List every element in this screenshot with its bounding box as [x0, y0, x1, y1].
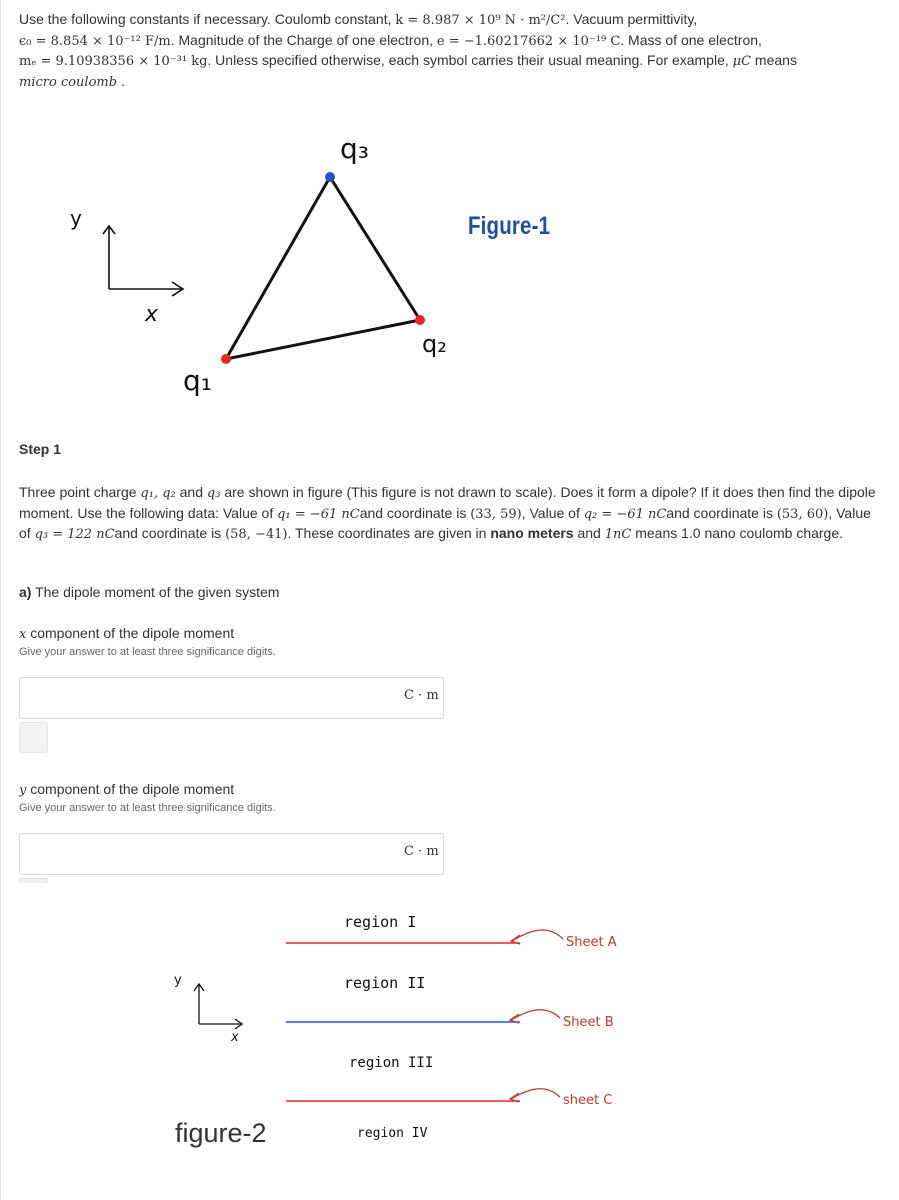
q2-value: q₂ = −61 nC [583, 506, 667, 522]
y-component-check-button[interactable] [19, 878, 48, 883]
y-variable: y [19, 783, 27, 798]
sheet-c-pointer-head [510, 1093, 519, 1102]
y-component-input[interactable] [19, 833, 444, 875]
problem-text: and coordinate is [666, 504, 777, 521]
intro-text-4: . Mass of one electron, [620, 31, 762, 48]
sheet-b-pointer-head [510, 1014, 519, 1023]
question-a-text: The dipole moment of the given system [31, 584, 280, 600]
micro-coulomb-text: micro coulomb [19, 74, 118, 90]
electron-mass-expr: mₑ = 9.10938356 × 10⁻³¹ kg [19, 54, 208, 69]
charge-q3-dot [325, 172, 335, 182]
sheet-c-pointer [511, 1089, 560, 1099]
problem-math: q₁, q₂ [140, 486, 176, 501]
sheet-a-pointer [512, 930, 563, 941]
x-component-input[interactable] [19, 677, 444, 719]
nanocoulomb-symbol: 1nC [604, 527, 632, 542]
step-label: Step 1 [19, 441, 62, 457]
microcoulomb-symbol: μC [732, 54, 752, 69]
problem-math: q₃ [206, 486, 221, 501]
sheet-a-pointer-head [511, 935, 520, 944]
problem-text: , Value of [521, 504, 584, 521]
problem-text: and coordinate is [114, 525, 226, 541]
sheet-b-pointer [511, 1010, 560, 1020]
intro-text-5: . Unless specified otherwise, each symbol carries their usual meaning. For example, [207, 52, 733, 68]
region-4-label: region IV [357, 1126, 428, 1141]
q3-coordinate: (58, −41) [225, 527, 288, 542]
units-emphasis: nano meters [490, 525, 574, 541]
q2-coordinate: (53, 60) [776, 506, 829, 522]
x-component-unit: C · m [404, 688, 439, 703]
intro-text-6: means [751, 52, 797, 68]
x-variable: x [19, 627, 27, 642]
q1-label: q₁ [183, 364, 212, 397]
triangle-edge-q1-q2 [226, 320, 420, 359]
x-component-hint: Give your answer to at least three significance digits. [19, 646, 276, 658]
permittivity-expr: ϵ₀ = 8.854 × 10⁻¹² F/m [19, 33, 171, 49]
region-1-label: region I [344, 913, 417, 931]
intro-text-1: Use the following constants if necessary. Coulomb constant, [19, 11, 396, 27]
sheet-a-label: Sheet A [566, 935, 617, 950]
q1-value: q₁ = −61 nC [277, 506, 360, 522]
q3-label: q₃ [340, 132, 369, 165]
fig1-y-axis-label: y [70, 206, 82, 230]
problem-text: . These coordinates are given in [287, 525, 491, 541]
sheet-b-label: Sheet B [563, 1015, 614, 1030]
problem-text: are shown in figure (This figure is not drawn to scale). Does it form a dipole? If it does then find the dipole moment. Use the following data: Value of [19, 484, 876, 521]
coulomb-constant-expr: k = 8.987 × 10⁹ N · m²/C² [395, 13, 566, 28]
x-component-text: component of the dipole moment [26, 625, 235, 641]
q1-coordinate: (33, 59) [470, 506, 522, 522]
problem-text: and [175, 484, 207, 500]
constants-paragraph [19, 10, 879, 92]
intro-text-2: . Vacuum permittivity, [565, 11, 698, 27]
intro-text-7: . [117, 72, 125, 89]
left-border [0, 0, 1, 1200]
y-component-unit: C · m [404, 844, 439, 859]
triangle-edge-q1-q3 [226, 177, 330, 359]
problem-text: , Value of [19, 504, 871, 541]
figure-2-title: figure-2 [175, 1118, 267, 1148]
problem-text: Three point charge [19, 484, 141, 500]
triangle-edge-q3-q2 [330, 177, 420, 320]
problem-text: and [573, 525, 605, 541]
problem-text: means 1.0 nano coulomb charge. [631, 525, 844, 541]
fig1-x-axis-label: x [145, 302, 159, 327]
y-component-label [19, 781, 234, 798]
x-component-label [19, 625, 234, 642]
problem-statement [19, 483, 884, 545]
fig2-y-arrowhead [194, 984, 204, 991]
fig2-y-axis-label: y [174, 973, 182, 988]
problem-text: and coordinate is [359, 504, 471, 521]
charge-q2-dot [415, 315, 425, 325]
fig1-y-arrowhead [103, 226, 115, 234]
charge-q1-dot [221, 354, 231, 364]
q3-value: q₃ = 122 nC [34, 527, 115, 542]
region-2-label: region II [344, 974, 426, 992]
region-3-label: region III [349, 1055, 434, 1071]
intro-text-3: . Magnitude of the Charge of one electron, [170, 31, 437, 48]
figure-1-title: Figure-1 [468, 212, 551, 240]
y-component-text: component of the dipole moment [26, 781, 235, 797]
y-component-hint: Give your answer to at least three significance digits. [19, 802, 276, 814]
electron-charge-expr: e = −1.60217662 × 10⁻¹⁹ C [436, 33, 621, 49]
fig1-x-arrowhead [172, 282, 183, 296]
question-a-label: a) [19, 584, 32, 600]
q2-label: q₂ [422, 330, 447, 358]
sheet-c-label: sheet C [563, 1093, 613, 1108]
x-component-check-button[interactable] [19, 722, 48, 753]
fig2-x-arrowhead [235, 1019, 242, 1029]
question-a [19, 584, 279, 600]
fig2-x-axis-label: x [231, 1030, 239, 1045]
